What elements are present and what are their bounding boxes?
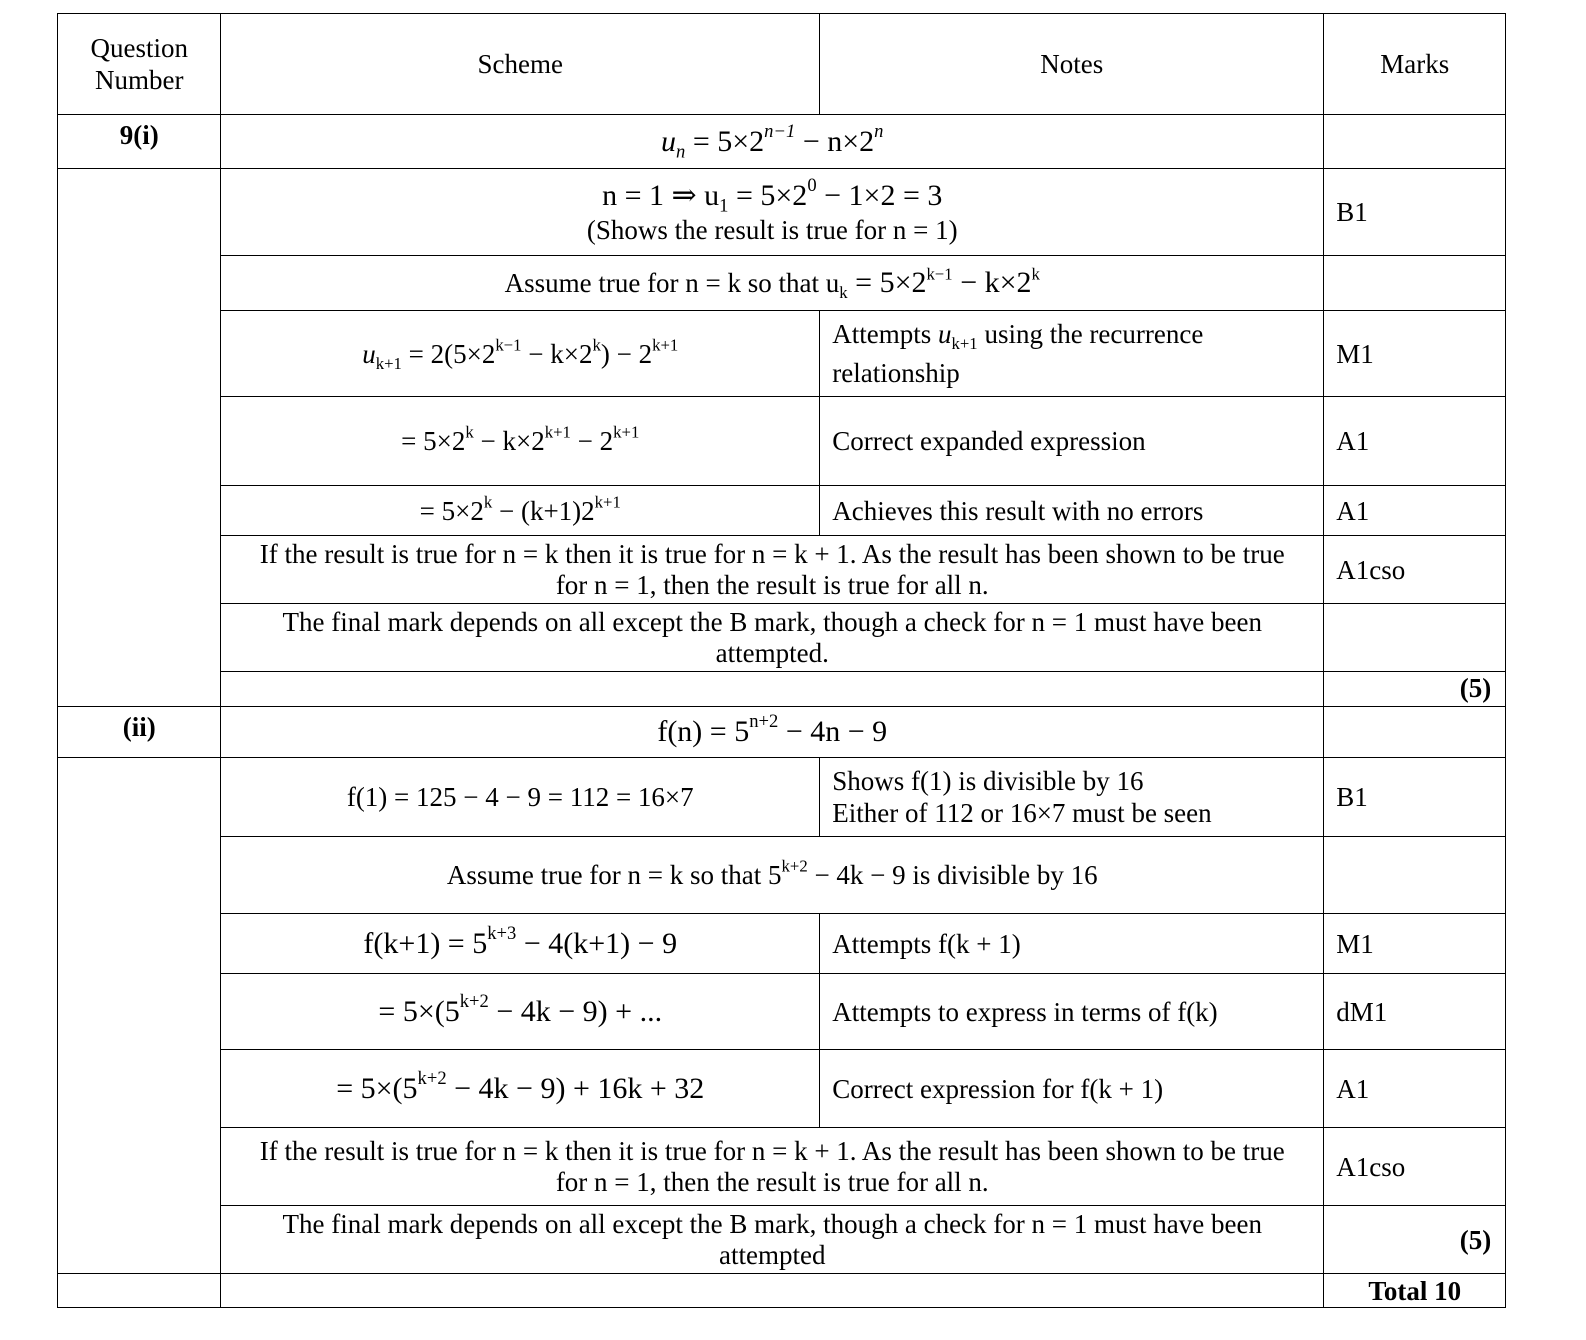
notes-row-ii4: Attempts to express in terms of f(k) [819, 973, 1324, 1050]
math: k [1031, 264, 1040, 284]
note-line: Shows f(1) is divisible by 16 [832, 765, 1144, 796]
math: u [661, 124, 677, 158]
mark-cell [1323, 836, 1506, 914]
header-question-number-label: Question Number [90, 32, 188, 96]
scheme-note: (Shows the result is true for n = 1) [586, 215, 958, 246]
statement-9i [220, 114, 1324, 169]
math: − 2 [570, 426, 614, 457]
math: n [676, 141, 686, 163]
scheme-row-i3 [220, 310, 820, 397]
math: − 4n − 9 [778, 715, 888, 749]
conclusion-i: If the result is true for n = k then it is true for n = k + 1. As the result has been shown to be true for n = 1, then the result is true for all n. [220, 535, 1324, 604]
math: 1 [719, 195, 729, 217]
math: k+1 [951, 333, 978, 353]
math: k+1 [652, 335, 679, 354]
text: Assume true for n = k so that 5 [446, 860, 782, 891]
scheme-row-i5 [220, 485, 820, 536]
math: k [465, 422, 474, 442]
mark-cell: A1cso [1323, 535, 1506, 604]
mark-cell: A1 [1323, 1049, 1506, 1128]
math: − n×2 [795, 124, 875, 158]
mark-cell: dM1 [1323, 973, 1506, 1050]
notes-row-i4: Correct expanded expression [819, 396, 1324, 486]
math: u [362, 338, 376, 369]
math: − 4k − 9) + ... [488, 994, 663, 1028]
mark-cell: B1 [1323, 168, 1506, 256]
math: k+1 [544, 422, 571, 442]
math: k+1 [375, 353, 402, 373]
scheme-row-i4 [220, 396, 820, 486]
notes-row-i5: Achieves this result with no errors [819, 485, 1324, 536]
notes-row-i3 [819, 310, 1324, 397]
math: n−1 [764, 120, 796, 142]
math: n+2 [749, 711, 779, 733]
math: k+2 [459, 990, 489, 1012]
math: k [592, 335, 601, 354]
final-mark-note-ii: The final mark depends on all except the B mark, though a check for n = 1 must have been attempted [220, 1205, 1324, 1274]
header-notes: Notes [819, 13, 1324, 115]
scheme-row-ii5 [220, 1049, 820, 1128]
header-marks: Marks [1323, 13, 1506, 115]
math: f(k+1) = 5 [363, 926, 488, 960]
math: f(n) = 5 [657, 715, 750, 749]
math: k+2 [781, 856, 808, 876]
question-blank-cell [57, 168, 221, 707]
mark-cell [1323, 706, 1506, 758]
text: Attempts [832, 318, 938, 349]
math: ) − 2 [600, 338, 653, 369]
math: − 1×2 = 3 [816, 179, 943, 213]
mark-cell: A1 [1323, 396, 1506, 486]
math: k [839, 283, 848, 303]
math: k+3 [487, 922, 517, 944]
header-scheme: Scheme [220, 13, 820, 115]
scheme-row-ii4 [220, 973, 820, 1050]
math: k−1 [926, 264, 953, 284]
final-mark-note-i: The final mark depends on all except the B mark, though a check for n = 1 must have been attempted. [220, 603, 1324, 672]
question-label-9i: 9(i) [57, 114, 221, 169]
math: k−1 [495, 335, 522, 354]
text: Assume true for n = k so that u [504, 268, 840, 299]
question-blank-cell [57, 757, 221, 1274]
math: = 5×2 [685, 124, 765, 158]
mark-cell: M1 [1323, 310, 1506, 397]
math: − k×2 [473, 426, 545, 457]
math: = 2(5×2 [401, 338, 496, 369]
math: − (k+1)2 [492, 495, 595, 526]
math: k+1 [594, 492, 621, 511]
math: − k×2 [952, 266, 1032, 300]
scheme-row-ii3 [220, 913, 820, 974]
math: k+2 [417, 1067, 447, 1089]
math: = 5×2 [419, 495, 484, 526]
math: − k×2 [521, 338, 593, 369]
conclusion-ii: If the result is true for n = k then it is true for n = k + 1. As the result has been shown to be true for n = 1, then the result is true for all n. [220, 1127, 1324, 1206]
mark-cell: A1 [1323, 485, 1506, 536]
text: − 4k − 9 is divisible by 16 [807, 860, 1098, 891]
subtotal-i: (5) [1323, 671, 1506, 707]
notes-row-ii3: Attempts f(k + 1) [819, 913, 1324, 974]
mark-cell: B1 [1323, 757, 1506, 837]
blank-cell [57, 1273, 221, 1308]
notes-row-ii5: Correct expression for f(k + 1) [819, 1049, 1324, 1128]
mark-cell [1323, 603, 1506, 672]
math: k [483, 492, 493, 511]
math: k+1 [613, 422, 640, 442]
mark-cell [1323, 255, 1506, 311]
mark-cell [1323, 114, 1506, 169]
mark-cell: M1 [1323, 913, 1506, 974]
question-label-ii: (ii) [57, 706, 221, 758]
blank-cell [220, 671, 1324, 707]
blank-cell [220, 1273, 1324, 1308]
total-marks: Total 10 [1323, 1273, 1506, 1308]
math: u [938, 318, 952, 349]
math: = 5×(5 [378, 994, 460, 1028]
statement-ii [220, 706, 1324, 758]
scheme-row-ii2 [220, 836, 1324, 914]
header-question-number [57, 13, 221, 115]
mark-cell: A1cso [1323, 1127, 1506, 1206]
notes-row-ii1 [819, 757, 1324, 837]
scheme-row-ii1: f(1) = 125 − 4 − 9 = 112 = 16×7 [220, 757, 820, 837]
math: n = 1 ⇒ u [602, 179, 720, 213]
math: = 5×2 [401, 426, 466, 457]
math: 0 [807, 175, 817, 197]
text: using the recurrence relationship [832, 318, 1204, 388]
math: = 5×2 [728, 179, 808, 213]
math: − 4k − 9) + 16k + 32 [446, 1071, 705, 1105]
scheme-row-i1 [220, 168, 1324, 256]
scheme-row-i2 [220, 255, 1324, 311]
math: = 5×(5 [336, 1071, 418, 1105]
note-line: Either of 112 or 16×7 must be seen [832, 798, 1212, 829]
math: − 4(k+1) − 9 [516, 926, 678, 960]
subtotal-ii: (5) [1323, 1205, 1506, 1274]
math: = 5×2 [847, 266, 927, 300]
math: n [874, 120, 884, 142]
